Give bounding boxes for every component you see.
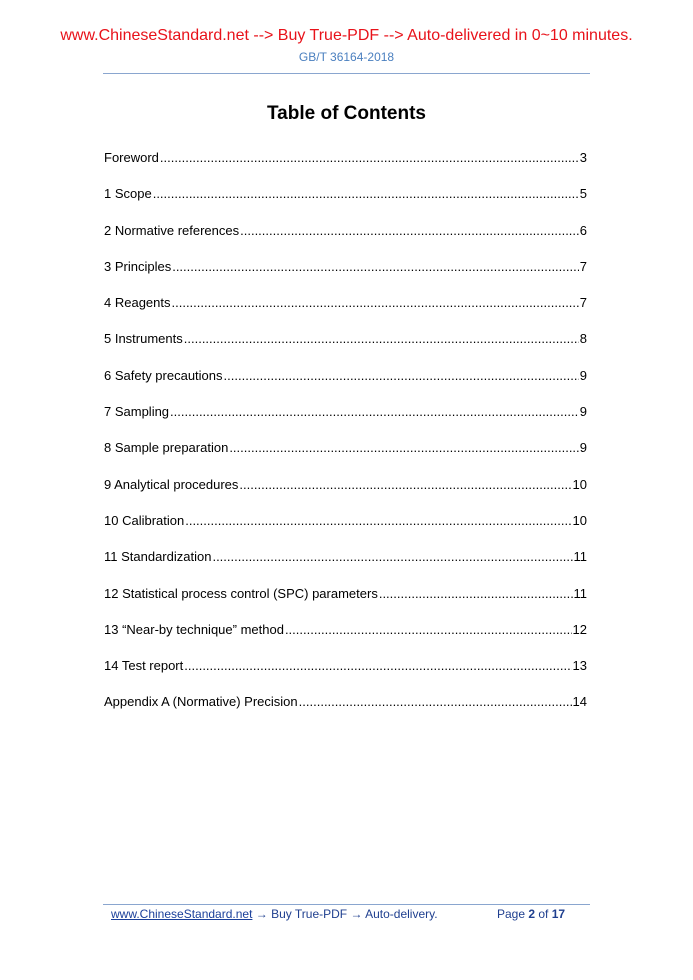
top-banner[interactable]: www.ChineseStandard.net --> Buy True-PDF --> Auto-delivered in 0~10 minutes. <box>60 27 633 44</box>
page-current: 2 <box>528 907 536 921</box>
toc-entry-page: 3 <box>579 150 587 165</box>
toc-entry-label: 1 Scope <box>104 186 152 202</box>
table-of-contents <box>104 150 587 731</box>
toc-entry-page: 6 <box>579 222 587 238</box>
toc-entry-label: 14 Test report <box>104 658 184 674</box>
dot-leader <box>184 658 571 673</box>
toc-entry-principles[interactable] <box>104 259 587 295</box>
toc-entry-page: 8 <box>579 331 587 347</box>
page-prefix: Page <box>497 907 529 921</box>
toc-entry-page: 11 <box>573 585 587 601</box>
toc-entry-safety-precautions[interactable] <box>104 368 587 404</box>
toc-entry-label: 2 Normative references <box>104 222 240 238</box>
toc-entry-page: 9 <box>579 367 587 383</box>
toc-entry-page: 9 <box>579 404 587 420</box>
toc-entry-appendix-a[interactable] <box>104 694 587 730</box>
standard-code: GB/T 36164-2018 <box>298 50 395 64</box>
toc-entry-label: 7 Sampling <box>104 404 170 420</box>
page-total: 17 <box>551 907 566 921</box>
toc-entry-label: Appendix A (Normative) Precision <box>104 694 298 710</box>
toc-entry-label: 9 Analytical procedures <box>104 476 239 492</box>
toc-entry-label: 4 Reagents <box>104 295 171 311</box>
dot-leader <box>172 259 579 274</box>
toc-entry-sample-preparation[interactable] <box>104 440 587 476</box>
toc-entry-page: 10 <box>572 476 587 492</box>
toc-entry-page: 14 <box>572 694 587 710</box>
toc-entry-standardization[interactable] <box>104 549 587 585</box>
footer <box>111 907 581 921</box>
toc-entry-label: 8 Sample preparation <box>104 440 229 456</box>
toc-entry-normative-references[interactable] <box>104 223 587 259</box>
toc-entry-label: 12 Statistical process control (SPC) parameters <box>104 585 378 601</box>
toc-entry-page: 11 <box>573 549 587 565</box>
footer-link[interactable]: www.ChineseStandard.net <box>111 907 253 921</box>
toc-entry-page: 9 <box>579 440 587 456</box>
dot-leader <box>170 404 579 419</box>
dot-leader <box>185 513 571 528</box>
dot-leader <box>184 331 579 346</box>
toc-entry-instruments[interactable] <box>104 331 587 367</box>
page-indicator <box>497 907 565 921</box>
toc-entry-page: 7 <box>579 295 587 311</box>
toc-entry-label: 10 Calibration <box>104 512 185 528</box>
toc-entry-label: 11 Standardization <box>104 549 212 565</box>
dot-leader <box>239 477 571 492</box>
toc-entry-reagents[interactable] <box>104 295 587 331</box>
toc-entry-label: 13 “Near-by technique” method <box>104 621 284 637</box>
page-title: Table of Contents <box>266 103 427 124</box>
toc-entry-page: 7 <box>579 258 587 274</box>
footer-tagline: → Buy True-PDF → Auto-delivery. <box>252 907 438 921</box>
dot-leader <box>224 368 579 383</box>
dot-leader <box>285 622 572 637</box>
toc-entry-label: 5 Instruments <box>104 331 183 347</box>
toc-entry-scope[interactable] <box>104 186 587 222</box>
dot-leader <box>379 586 573 601</box>
toc-entry-sampling[interactable] <box>104 404 587 440</box>
dot-leader <box>153 186 579 201</box>
dot-leader <box>160 150 579 165</box>
toc-entry-page: 12 <box>572 621 587 637</box>
toc-entry-analytical-procedures[interactable] <box>104 477 587 513</box>
dot-leader <box>172 295 579 310</box>
toc-entry-spc-parameters[interactable] <box>104 586 587 622</box>
toc-entry-foreword[interactable] <box>104 150 587 186</box>
dot-leader <box>212 549 572 564</box>
header-divider <box>103 73 590 74</box>
footer-divider <box>103 904 590 905</box>
page-of: of <box>535 907 552 921</box>
dot-leader <box>229 440 578 455</box>
toc-entry-label: Foreword <box>104 150 159 165</box>
toc-entry-label: 6 Safety precautions <box>104 367 223 383</box>
toc-entry-test-report[interactable] <box>104 658 587 694</box>
toc-entry-page: 5 <box>579 186 587 202</box>
dot-leader <box>299 694 572 709</box>
toc-entry-page: 10 <box>572 512 587 528</box>
dot-leader <box>240 223 579 238</box>
toc-entry-label: 3 Principles <box>104 258 172 274</box>
toc-entry-calibration[interactable] <box>104 513 587 549</box>
toc-entry-page: 13 <box>572 658 587 674</box>
toc-entry-near-by-technique[interactable] <box>104 622 587 658</box>
